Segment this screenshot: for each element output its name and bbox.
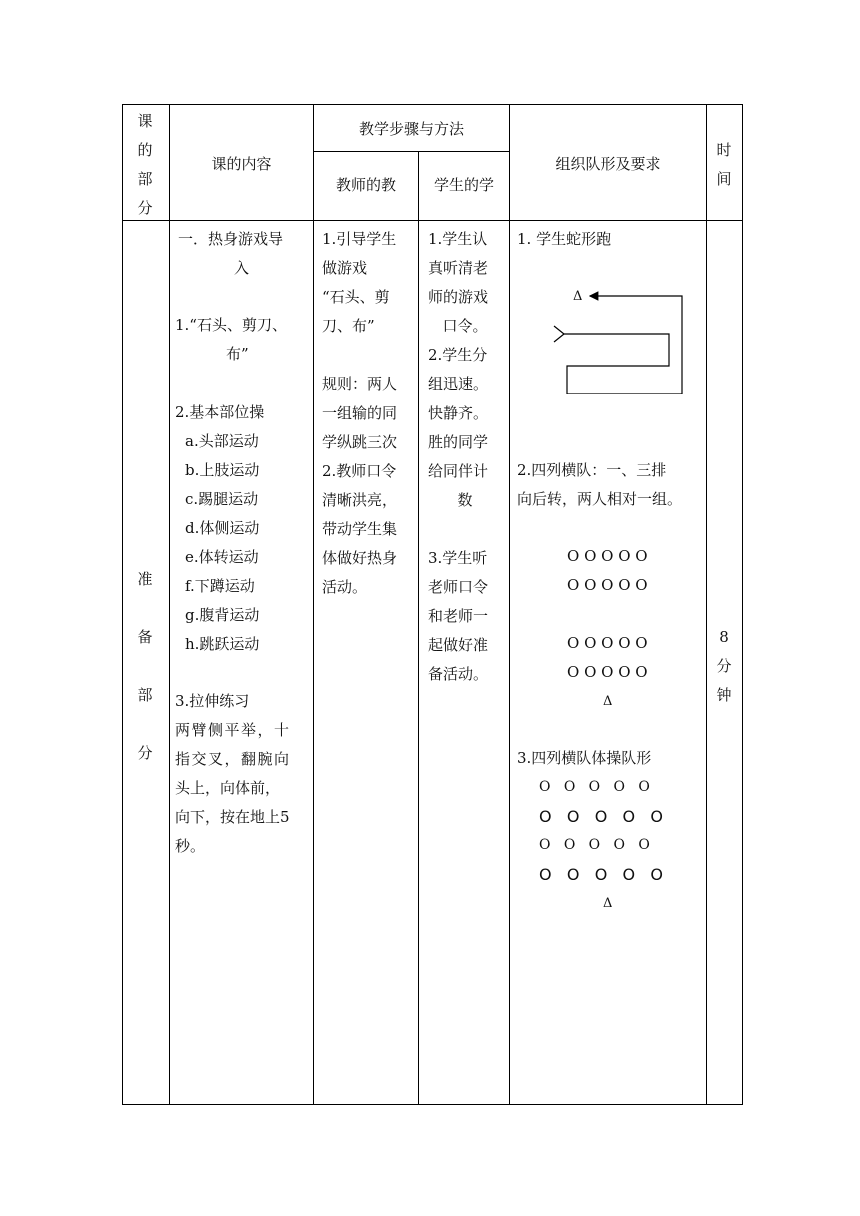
- student-line: 2.学生分: [428, 346, 488, 364]
- teacher-line: 带动学生集: [322, 520, 398, 538]
- basic-item: b.上肢运动: [185, 461, 260, 479]
- teacher-delta: Δ: [603, 896, 613, 911]
- student-line: 组迅速。: [428, 375, 489, 393]
- student-line: 给同伴计: [428, 462, 489, 480]
- student-line: 1.学生认: [428, 230, 488, 248]
- teacher-line: 1.引导学生: [322, 230, 397, 248]
- header-student: 学生的学: [433, 176, 494, 194]
- stretch-line: 指交叉，翻腕向: [175, 750, 291, 768]
- student-line: 老师口令: [428, 578, 489, 596]
- content-line: 3.拉伸练习: [175, 692, 250, 710]
- content-line: 一．热身游戏导: [178, 230, 284, 248]
- header-org: 组织队形及要求: [555, 155, 661, 173]
- teacher-delta: Δ: [603, 694, 613, 709]
- teacher-line: “石头、剪: [322, 288, 390, 306]
- row-dots: O O O O O: [567, 634, 648, 652]
- teacher-column: [322, 225, 397, 602]
- stretch-line: 向下，按在地上5: [175, 808, 290, 826]
- basic-item: g.腹背运动: [185, 606, 260, 624]
- student-line: [428, 515, 502, 544]
- content-line: 1.“石头、剪刀、: [175, 316, 287, 334]
- student-line: 师的游戏: [428, 288, 489, 306]
- teacher-line: 一组输的同: [322, 404, 398, 422]
- row-dots: O O O O O: [567, 576, 648, 594]
- student-column: [428, 225, 502, 689]
- teacher-line: 学纵跳三次: [322, 433, 398, 451]
- teacher-line: 清晰洪亮，: [322, 491, 398, 509]
- row-dots: O O O O O: [567, 663, 648, 681]
- basic-item: d.体侧运动: [185, 519, 260, 537]
- teacher-line: [322, 341, 397, 370]
- student-line: 快静齐。: [428, 404, 489, 422]
- teacher-line: 活动。: [322, 578, 368, 596]
- student-line: 口令。: [442, 317, 488, 335]
- content-line: 2.基本部位操: [175, 403, 265, 421]
- student-line: 数: [457, 491, 473, 509]
- four-rows-text: 2.四列横队：一、三排: [517, 461, 667, 479]
- student-line: 真听清老: [428, 259, 489, 277]
- snake-title: 1. 学生蛇形跑: [517, 230, 612, 248]
- header-teacher: 教师的教: [335, 176, 396, 194]
- student-line: 和老师一: [428, 607, 489, 625]
- student-line: 备活动。: [428, 665, 489, 683]
- time-value: 8 分 钟: [716, 628, 732, 704]
- basic-item: c.踢腿运动: [185, 490, 259, 508]
- header-content: 课的内容: [211, 155, 272, 173]
- stretch-line: 秒。: [175, 837, 206, 855]
- basic-item: e.体转运动: [185, 548, 259, 566]
- teacher-line: 做游戏: [322, 259, 368, 277]
- basic-item: f.下蹲运动: [185, 577, 255, 595]
- header-steps: 教学步骤与方法: [358, 120, 464, 138]
- four-rows-text: 向后转，两人相对一组。: [517, 490, 683, 508]
- form-title: 3.四列横队体操队形: [517, 749, 652, 767]
- student-line: 胜的同学: [428, 433, 489, 451]
- student-line: 3.学生听: [428, 549, 488, 567]
- body-part: 准 备 部 分: [137, 570, 153, 762]
- student-line: 起做好准: [428, 636, 489, 654]
- row-dots: O O O O O: [567, 547, 648, 565]
- header-part: 课 的 部 分: [137, 112, 153, 217]
- snake-run-diagram: [552, 284, 692, 394]
- teacher-line: 2.教师口令: [322, 462, 397, 480]
- content-line: 入: [234, 259, 250, 277]
- header-time: 时 间: [716, 141, 732, 188]
- teacher-line: 规则：两人: [322, 375, 398, 393]
- basic-item: h.跳跃运动: [185, 635, 260, 653]
- snake-path: [564, 296, 682, 394]
- basic-item: a.头部运动: [185, 432, 259, 450]
- form-row: O O O O O: [539, 865, 663, 884]
- form-row: O O O O O: [539, 779, 650, 795]
- stretch-line: 两臂侧平举，十: [175, 721, 291, 739]
- snake-tail: [554, 326, 564, 342]
- teacher-line: 刀、布”: [322, 317, 375, 335]
- snake-delta: Δ: [573, 289, 583, 304]
- lesson-plan-table: [122, 104, 743, 1105]
- teacher-line: 体做好热身: [322, 549, 398, 567]
- form-row: O O O O O: [539, 837, 650, 853]
- form-row: O O O O O: [539, 807, 663, 826]
- content-line: 布”: [226, 345, 249, 363]
- stretch-line: 头上，向体前，: [175, 779, 281, 797]
